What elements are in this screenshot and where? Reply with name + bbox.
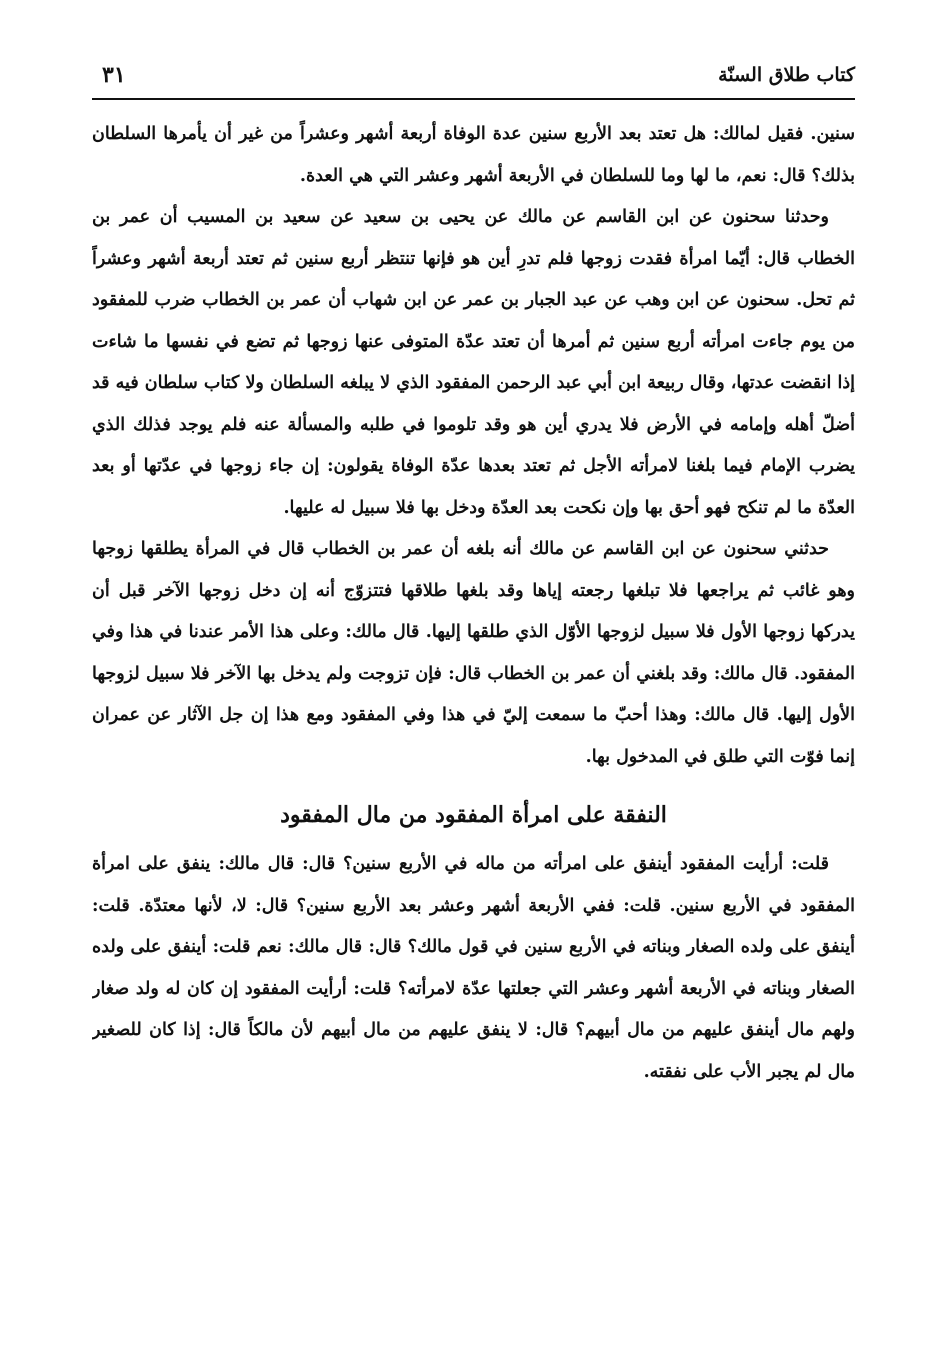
running-header [92,58,855,100]
book-title: كتاب طلاق السنّة [718,64,855,86]
section-heading: النفقة على امرأة المفقود من مال المفقود [280,802,667,828]
paragraph: حدثني سحنون عن ابن القاسم عن مالك أنه بلغه أن عمر بن الخطاب قال في المرأة يطلقها زوجها وهو غائب ثم يراجعها فلا تبلغها رجعته إياها وقد بلغها طلاقها فتتزوّج أنه إن دخل زوجها الآخر قبل أن يدركها زوجها الأول فلا سبيل لزوجها الأوّل الذي طلقها إليها. قال مالك: وعلى هذا الأمر عندنا في هذا وفي المفقود. قال مالك: وقد بلغني أن عمر بن الخطاب قال: فإن تزوجت ولم يدخل بها الآخر فلا سبيل لزوجها الأول إليها. قال مالك: وهذا أحبّ ما سمعت إليّ في هذا وفي المفقود ومع هذا إن جل الآثار عن عمران إنما فوّت التي طلق في المدخول بها. [92,539,855,767]
page-number: ٣١ [102,62,126,88]
body-text [92,114,855,1308]
paragraph: قلت: أرأيت المفقود أينفق على امرأته من ماله في الأربع سنين؟ قال: قال مالك: ينفق على امرأة المفقود في الأربع سنين. قلت: ففي الأربعة أشهر وعشر بعد الأربع سنين؟ قال: لا، لأنها معتدّة. قلت: أينفق على ولده الصغار وبناته في الأربع سنين في قول مالك؟ قال: قال مالك: نعم قلت: أينفق على ولده الصغار وبناته في الأربعة أشهر وعشر التي جعلتها عدّة لامرأته؟ قلت: أرأيت المفقود إن كان له ولد صغار ولهم مال أينفق عليهم من مال أبيهم؟ قال: لا ينفق عليهم من مال أبيهم لأن مالكاً قال: إذا كان للصغير مال لم يجبر الأب على نفقته. [92,854,855,1082]
paragraph: وحدثنا سحنون عن ابن القاسم عن مالك عن يحيى بن سعيد عن سعيد بن المسيب أن عمر بن الخطاب قال: أيّما امرأة فقدت زوجها فلم تدرِ أين هو فإنها تنتظر أربع سنين ثم تعتد أربعة أشهر وعشراً ثم تحل. سحنون عن ابن وهب عن عبد الجبار بن عمر عن ابن شهاب أن عمر بن الخطاب ضرب للمفقود من يوم جاءت امرأته أربع سنين ثم أمرها أن تعتد عدّة المتوفى عنها زوجها ثم تضع في نفسها ما شاءت إذا انقضت عدتها، وقال ربيعة ابن أبي عبد الرحمن المفقود الذي لا يبلغه السلطان ولا كتاب سلطان فيه قد أضلّ أهله وإمامه في الأرض فلا يدري أين هو وقد تلوموا في طلبه والمسألة عنه فلم يوجد فذلك الذي يضرب الإمام فيما بلغنا لامرأته الأجل ثم تعتد بعدها عدّة الوفاة يقولون: إن جاء زوجها في عدّتها أو بعد العدّة ما لم تنكح فهو أحق بها وإن نكحت بعد العدّة ودخل بها فلا سبيل له عليها. [92,207,855,518]
paragraph: سنين. فقيل لمالك: هل تعتد بعد الأربع سنين عدة الوفاة أربعة أشهر وعشراً من غير أن يأمرها السلطان بذلك؟ قال: نعم، ما لها وما للسلطان في الأربعة أشهر وعشر التي هي العدة. [92,124,855,186]
